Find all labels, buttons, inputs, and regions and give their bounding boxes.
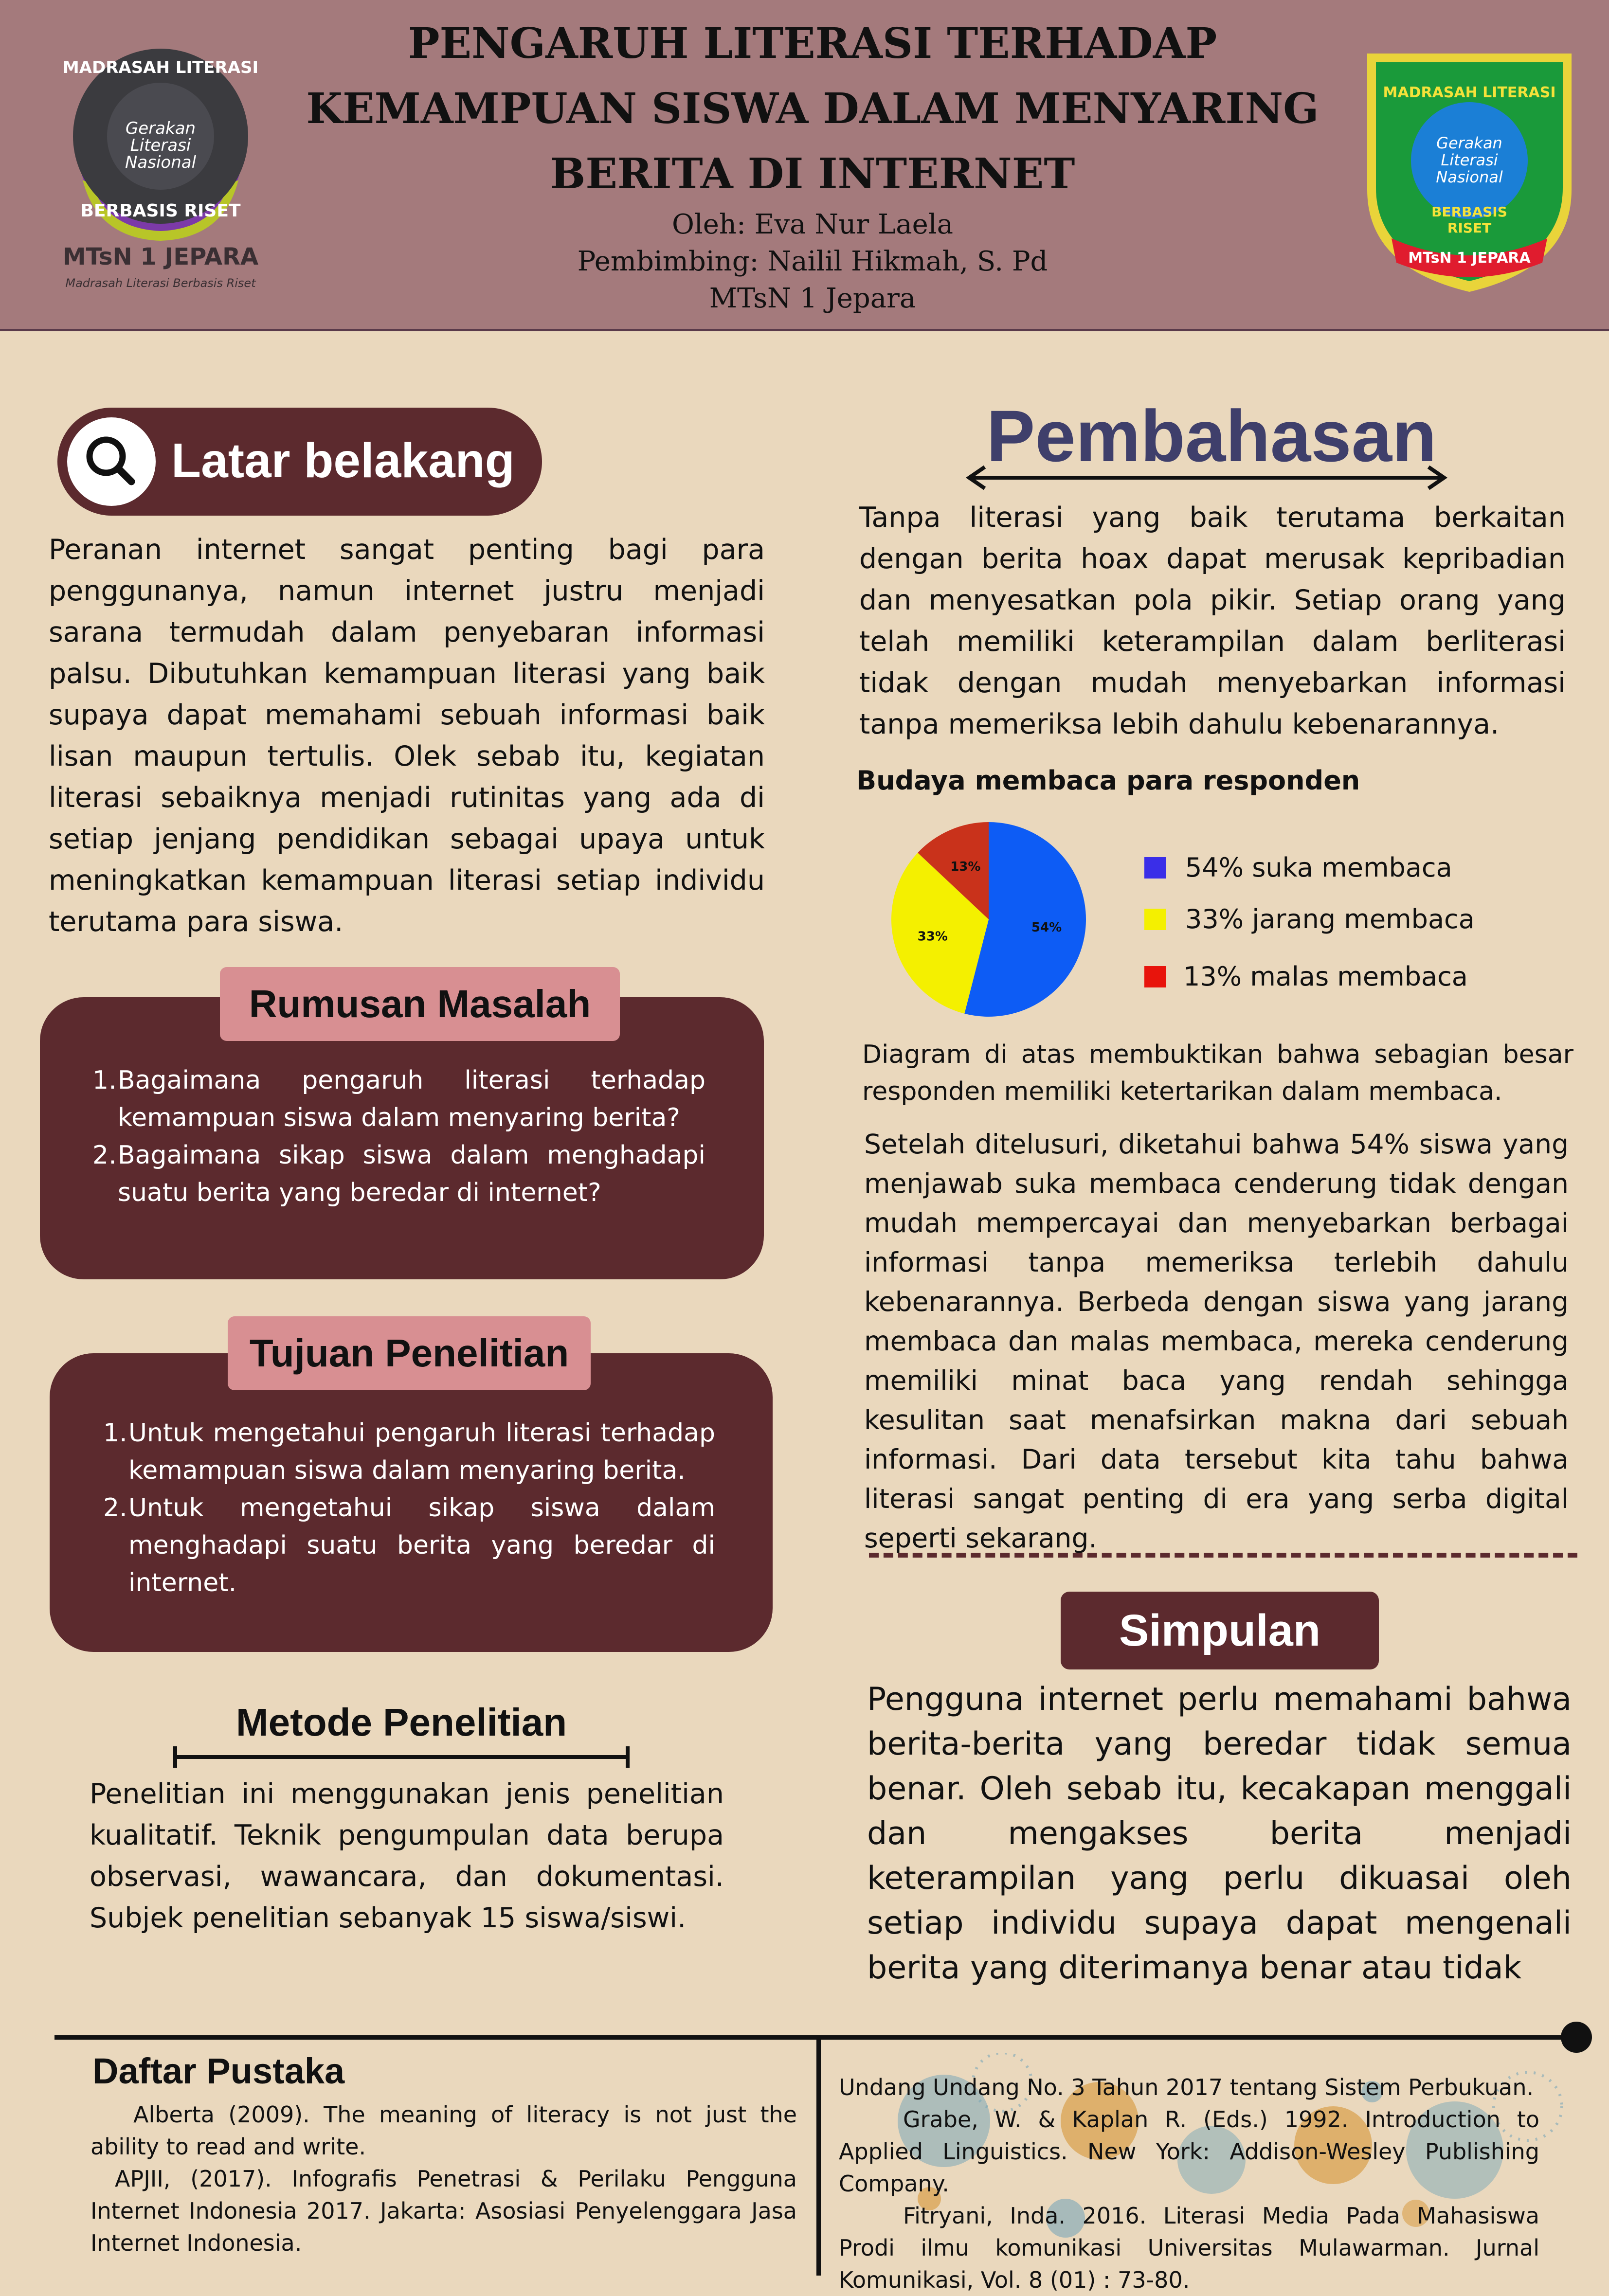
metode-heading-underline bbox=[173, 1755, 630, 1759]
reference-item: Fitryani, Inda. 2016. Literasi Media Pada Mahasiswa Prodi ilmu komunikasi Universitas Mulawarman. Jurnal Komunikasi, Vol. 8 (01) : 73-80. bbox=[839, 2203, 1539, 2293]
dashed-divider bbox=[869, 1553, 1577, 1558]
latar-belakang-heading-pill bbox=[57, 408, 542, 516]
reference-list-left bbox=[90, 2099, 797, 2259]
right-school-logo bbox=[1357, 44, 1581, 297]
poster-title-line-3: BERITA DI INTERNET bbox=[550, 149, 1075, 198]
reference-item: APJII, (2017). Infografis Penetrasi & Perilaku Pengguna Internet Indonesia 2017. Jakarta: Asosiasi Penyelenggara Jasa Internet Indonesia. bbox=[90, 2166, 797, 2256]
footer-rule-dot bbox=[1561, 2022, 1592, 2053]
legend-label: 33% jarang membaca bbox=[1185, 904, 1475, 934]
svg-text:Literasi: Literasi bbox=[1441, 151, 1498, 169]
chart-caption: Diagram di atas membuktikan bahwa sebagian besar responden memiliki ketertarikan dalam membaca. bbox=[862, 1040, 1573, 1106]
tujuan-penelitian-heading: Tujuan Penelitian bbox=[228, 1316, 591, 1390]
tujuan-penelitian-list bbox=[103, 1415, 715, 1602]
reference-list-right bbox=[839, 2071, 1539, 2296]
poster-title-line-2: KEMAMPUAN SISWA DALAM MENYARING bbox=[306, 84, 1319, 133]
svg-text:MADRASAH LITERASI: MADRASAH LITERASI bbox=[62, 58, 259, 77]
school-name: MTsN 1 Jepara bbox=[709, 283, 916, 314]
latar-belakang-text: Peranan internet sangat penting bagi para penggunanya, namun internet justru menjadi sarana termudah dalam penyebaran informasi palsu. Dibutuhkan kemampuan literasi yang baik supaya dapat memahami sebuah informasi baik lisan maupun tertulis. Olek sebab itu, kegiatan literasi sebaiknya menjadi rutinitas yang ada di setiap jenjang pendidikan sebagai upaya untuk meningkatkan kemampuan literasi setiap individu terutama para siswa. bbox=[49, 534, 765, 938]
chart-legend bbox=[1140, 852, 1559, 1008]
list-item: 1. Bagaimana pengaruh literasi terhadap kemampuan siswa dalam menyaring berita? bbox=[92, 1066, 705, 1132]
svg-text:BERBASIS RISET: BERBASIS RISET bbox=[80, 201, 241, 221]
double-arrow-divider bbox=[963, 463, 1450, 492]
svg-text:MTsN 1 JEPARA: MTsN 1 JEPARA bbox=[1408, 250, 1531, 267]
legend-swatch-suka bbox=[1144, 857, 1166, 879]
daftar-pustaka-heading: Daftar Pustaka bbox=[92, 2051, 345, 2091]
pembahasan-heading: Pembahasan bbox=[986, 395, 1437, 477]
simpulan-text: Pengguna internet perlu memahami bahwa berita-berita yang beredar tidak semua benar. Oleh sebab itu, kecakapan menggali dan mengakses berita menjadi keterampilan yang perlu dikuasai oleh setiap individu supaya dapat mengenali berita yang diterimanya benar atau tidak bbox=[867, 1681, 1572, 1986]
svg-text:Literasi: Literasi bbox=[130, 136, 191, 155]
list-item: 1. Untuk mengetahui pengaruh literasi terhadap kemampuan siswa dalam menyaring berita. bbox=[103, 1418, 715, 1485]
pie-data-label: 33% bbox=[917, 929, 948, 944]
metode-penelitian-heading: Metode Penelitian bbox=[235, 1701, 567, 1744]
metode-penelitian-text: Penelitian ini menggunakan jenis penelitian kualitatif. Teknik pengumpulan data berupa observasi, wawancara, dan dokumentasi. Subjek penelitian sebanyak 15 siswa/siswi. bbox=[90, 1778, 724, 1934]
legend-swatch-jarang bbox=[1144, 909, 1166, 930]
list-item: 2. Bagaimana sikap siswa dalam menghadapi suatu berita yang beredar di internet? bbox=[92, 1141, 705, 1207]
pie-data-label: 54% bbox=[1031, 920, 1062, 935]
list-item: 2. Untuk mengetahui sikap siswa dalam menghadapi suatu berita yang beredar di internet. bbox=[103, 1493, 715, 1597]
footer-rule bbox=[54, 2035, 1572, 2040]
pie-data-label: 13% bbox=[950, 859, 981, 874]
poster-header bbox=[0, 0, 1609, 331]
left-logo-tagline: Madrasah Literasi Berbasis Riset bbox=[65, 276, 256, 290]
svg-text:RISET: RISET bbox=[1447, 220, 1492, 236]
underline-tick-left bbox=[173, 1746, 177, 1768]
simpulan-heading: Simpulan bbox=[1061, 1592, 1379, 1669]
legend-label: 13% malas membaca bbox=[1183, 961, 1468, 992]
advisor: Pembimbing: Nailil Hikmah, S. Pd bbox=[577, 246, 1048, 277]
poster-title-line-1: PENGARUH LITERASI TERHADAP bbox=[408, 19, 1217, 68]
author: Oleh: Eva Nur Laela bbox=[671, 209, 954, 240]
chart-title: Budaya membaca para responden bbox=[856, 765, 1360, 796]
svg-text:Gerakan: Gerakan bbox=[125, 119, 196, 138]
reference-item: Grabe, W. & Kaplan R. (Eds.) 1992. Introduction to Applied Linguistics. New York: Addison-Wesley Publishing Company. bbox=[839, 2106, 1539, 2197]
svg-text:Nasional: Nasional bbox=[125, 153, 197, 172]
footer-column-divider bbox=[816, 2037, 821, 2276]
legend-swatch-malas bbox=[1144, 966, 1166, 987]
svg-text:BERBASIS: BERBASIS bbox=[1431, 204, 1507, 220]
rumusan-masalah-heading: Rumusan Masalah bbox=[220, 967, 620, 1041]
pembahasan-analysis: Setelah ditelusuri, diketahui bahwa 54% siswa yang menjawab suka membaca cenderung tidak dengan mudah mempercayai dan menyebarkan berbagai informasi tanpa memeriksa terlebih dahulu kebenarannya. Berbeda dengan siswa yang jarang membaca dan malas membaca, mereka cenderung memiliki minat baca yang rendah sehingga kesulitan saat menafsirkan makna dari sebuah informasi. Dari data tersebut kita tahu bahwa literasi sangat penting di era yang serba digital seperti sekarang. bbox=[864, 1129, 1569, 1554]
reference-item: Undang Undang No. 3 Tahun 2017 tentang Sistem Perbukuan. bbox=[839, 2074, 1534, 2100]
pie-chart bbox=[886, 817, 1091, 1022]
svg-text:Gerakan: Gerakan bbox=[1436, 134, 1502, 152]
svg-text:Nasional: Nasional bbox=[1436, 168, 1503, 186]
legend-label: 54% suka membaca bbox=[1185, 852, 1452, 883]
pembahasan-intro: Tanpa literasi yang baik terutama berkaitan dengan berita hoax dapat merusak kepribadian dan menyesatkan pola pikir. Setiap orang yang telah memiliki keterampilan dalam berliterasi tidak dengan mudah menyebarkan informasi tanpa memeriksa lebih dahulu kebenarannya. bbox=[859, 502, 1566, 740]
latar-belakang-heading: Latar belakang bbox=[171, 433, 515, 488]
search-icon bbox=[67, 417, 156, 506]
underline-tick-right bbox=[626, 1746, 630, 1768]
reference-item: Alberta (2009). The meaning of literacy is not just the ability to read and write. bbox=[90, 2101, 797, 2160]
rumusan-masalah-list bbox=[92, 1062, 705, 1212]
svg-text:MADRASAH LITERASI: MADRASAH LITERASI bbox=[1383, 84, 1556, 101]
left-logo-school-name: MTsN 1 JEPARA bbox=[62, 243, 259, 270]
